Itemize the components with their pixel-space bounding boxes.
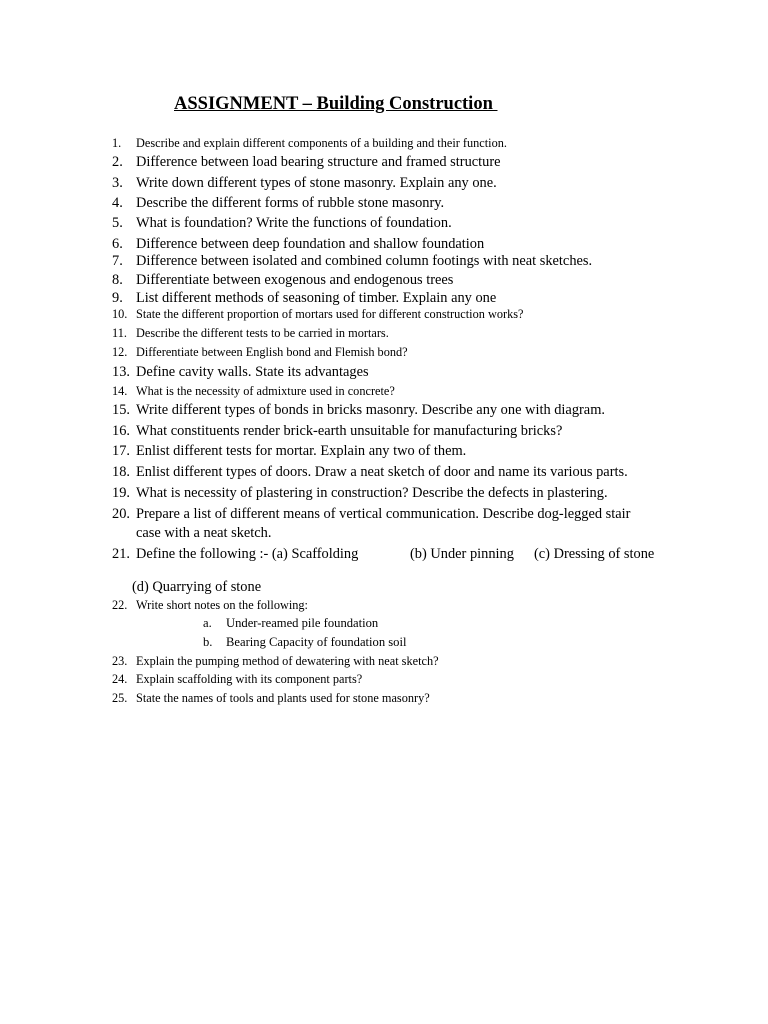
- question-text: Describe the different tests to be carried in mortars.: [136, 326, 389, 340]
- question-number: 1.: [112, 136, 122, 150]
- question-text: Explain scaffolding with its component parts?: [136, 672, 363, 686]
- option-d: (d) Quarrying of stone: [132, 579, 262, 595]
- question-number: 25.: [112, 691, 128, 705]
- question-text: Write down different types of stone masonry. Explain any one.: [136, 175, 497, 191]
- question-number: 16.: [112, 423, 130, 439]
- sub-item-label: a.: [203, 616, 212, 630]
- question-number: 8.: [112, 272, 123, 288]
- question-text: Enlist different types of doors. Draw a neat sketch of door and name its various parts.: [136, 464, 628, 480]
- question-text: Difference between isolated and combined column footings with neat sketches.: [136, 253, 593, 269]
- question-number: 19.: [112, 485, 130, 501]
- question-number: 18.: [112, 464, 130, 480]
- sub-item-text: Bearing Capacity of foundation soil: [226, 635, 407, 649]
- question-number: 20.: [112, 506, 130, 522]
- question-number: 2.: [112, 154, 123, 170]
- question-text: What constituents render brick-earth unsuitable for manufacturing bricks?: [136, 423, 563, 439]
- question-text: Prepare a list of different means of vertical communication. Describe dog-legged stair: [136, 506, 631, 522]
- question-number: 11.: [112, 326, 127, 340]
- question-number: 14.: [112, 384, 128, 398]
- sub-item-text: Under-reamed pile foundation: [226, 616, 379, 630]
- question-number: 24.: [112, 672, 128, 686]
- question-text: Difference between load bearing structure and framed structure: [136, 154, 501, 170]
- question-text: Define the following :- (a) Scaffolding: [136, 546, 359, 562]
- question-text: Enlist different tests for mortar. Explain any two of them.: [136, 443, 467, 459]
- question-number: 13.: [112, 364, 130, 380]
- question-text: Explain the pumping method of dewatering with neat sketch?: [136, 654, 439, 668]
- question-number: 6.: [112, 236, 123, 252]
- question-number: 23.: [112, 654, 128, 668]
- question-text: What is necessity of plastering in construction? Describe the defects in plastering.: [136, 485, 608, 501]
- question-number: 15.: [112, 402, 130, 418]
- question-text: State the names of tools and plants used for stone masonry?: [136, 691, 430, 705]
- question-number: 3.: [112, 175, 123, 191]
- sub-item-label: b.: [203, 635, 213, 649]
- question-text: Define cavity walls. State its advantages: [136, 364, 369, 380]
- question-text: Difference between deep foundation and shallow foundation: [136, 236, 485, 252]
- question-text: Write short notes on the following:: [136, 598, 308, 612]
- question-number: 5.: [112, 215, 123, 231]
- question-text: Describe the different forms of rubble stone masonry.: [136, 195, 445, 211]
- question-number: 7.: [112, 253, 123, 269]
- question-number: 9.: [112, 290, 123, 306]
- option-c: (c) Dressing of stone: [534, 546, 655, 562]
- question-text: List different methods of seasoning of timber. Explain any one: [136, 290, 497, 306]
- question-text: What is the necessity of admixture used in concrete?: [136, 384, 395, 398]
- question-text: Differentiate between English bond and Flemish bond?: [136, 345, 408, 359]
- question-text: State the different proportion of mortars used for different construction works?: [136, 307, 524, 321]
- question-text: Differentiate between exogenous and endogenous trees: [136, 272, 454, 288]
- option-b: (b) Under pinning: [410, 546, 514, 562]
- question-number: 22.: [112, 598, 128, 612]
- question-text: Write different types of bonds in bricks masonry. Describe any one with diagram.: [136, 402, 605, 418]
- question-number: 10.: [112, 307, 128, 321]
- question-continuation: case with a neat sketch.: [136, 525, 272, 541]
- question-text: Describe and explain different components of a building and their function.: [136, 136, 507, 150]
- question-number: 21.: [112, 546, 130, 562]
- document-title: ASSIGNMENT – Building Construction: [174, 94, 498, 114]
- question-number: 12.: [112, 345, 128, 359]
- question-number: 17.: [112, 443, 130, 459]
- question-number: 4.: [112, 195, 123, 211]
- question-text: What is foundation? Write the functions of foundation.: [136, 215, 452, 231]
